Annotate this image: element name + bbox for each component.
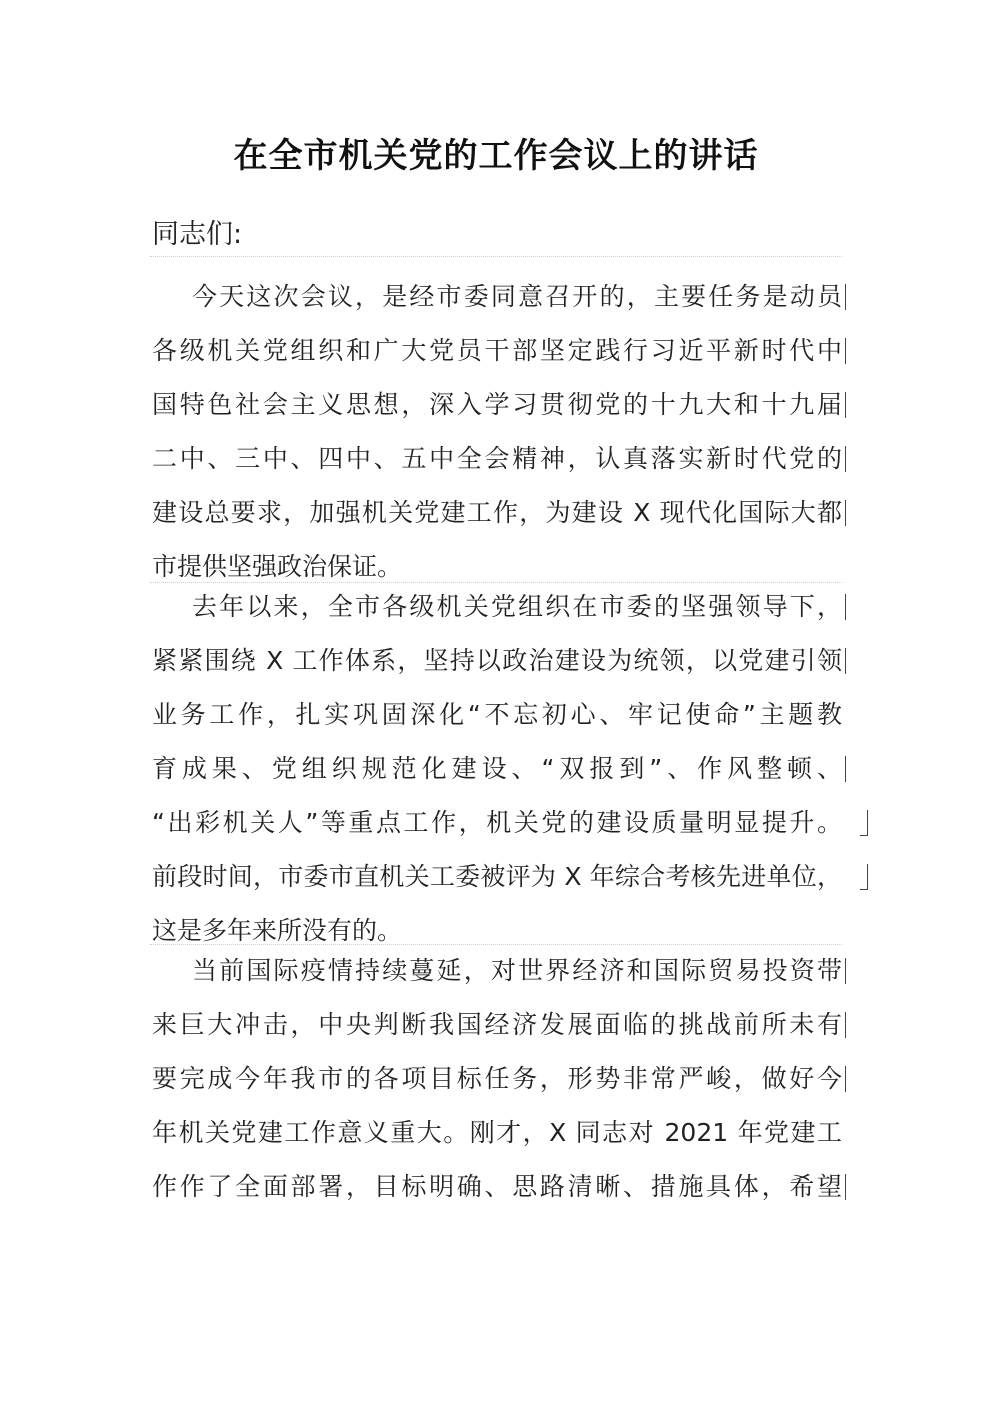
paragraph-1 xyxy=(152,270,842,594)
paragraph-mark xyxy=(845,1174,846,1200)
paragraph-mark xyxy=(845,1012,846,1038)
text-line: 紧紧围绕 X 工作体系，坚持以政治建设为统领，以党建引领 xyxy=(152,634,842,688)
text-line: 作作了全面部署，目标明确、思路清晰、措施具体，希望 xyxy=(152,1160,842,1214)
text-line: 业务工作，扎实巩固深化“不忘初心、牢记使命”主题教 xyxy=(152,700,842,729)
paragraph-mark xyxy=(845,594,846,620)
paragraph-mark xyxy=(845,958,846,984)
paragraph-mark xyxy=(845,338,846,364)
text-line: 各级机关党组织和广大党员干部坚定践行习近平新时代中 xyxy=(152,324,842,378)
text-line: 今天这次会议，是经市委同意召开的，主要任务是动员 xyxy=(152,270,842,324)
paragraph-mark xyxy=(867,810,868,836)
paragraph-mark xyxy=(845,756,846,782)
paragraph-mark xyxy=(845,500,846,526)
text-line: 年机关党建工作意义重大。刚才，X 同志对 2021 年党建工 xyxy=(152,1118,842,1147)
document-title: 在全市机关党的工作会议上的讲话 xyxy=(233,136,759,176)
paragraph-2 xyxy=(152,580,842,958)
paragraph-mark xyxy=(845,284,846,310)
text-line: 这是多年来所没有的。 xyxy=(152,916,403,945)
text-line: “出彩机关人”等重点工作，机关党的建设质量明显提升。 xyxy=(152,796,842,850)
paragraph-mark xyxy=(867,864,868,890)
paragraph-divider xyxy=(150,256,842,257)
text-line: 国特色社会主义思想，深入学习贯彻党的十九大和十九届 xyxy=(152,378,842,432)
paragraph-mark xyxy=(845,392,846,418)
paragraph-mark xyxy=(845,446,846,472)
text-line: 育成果、党组织规范化建设、“双报到”、作风整顿、 xyxy=(152,742,842,796)
paragraph-3 xyxy=(152,944,842,1214)
paragraph-mark xyxy=(845,1066,846,1092)
text-line: 去年以来，全市各级机关党组织在市委的坚强领导下， xyxy=(152,580,842,634)
salutation: 同志们: xyxy=(152,219,243,250)
text-line: 当前国际疫情持续蔓延，对世界经济和国际贸易投资带 xyxy=(152,944,842,998)
text-line: 前段时间，市委市直机关工委被评为 X 年综合考核先进单位， xyxy=(152,850,842,904)
paragraph-mark xyxy=(845,648,846,674)
text-line: 要完成今年我市的各项目标任务，形势非常严峻，做好今 xyxy=(152,1052,842,1106)
text-line: 市提供坚强政治保证。 xyxy=(152,552,403,581)
text-line: 二中、三中、四中、五中全会精神，认真落实新时代党的 xyxy=(152,432,842,486)
text-line: 建设总要求，加强机关党建工作，为建设 X 现代化国际大都 xyxy=(152,486,842,540)
text-line: 来巨大冲击，中央判断我国经济发展面临的挑战前所未有 xyxy=(152,998,842,1052)
